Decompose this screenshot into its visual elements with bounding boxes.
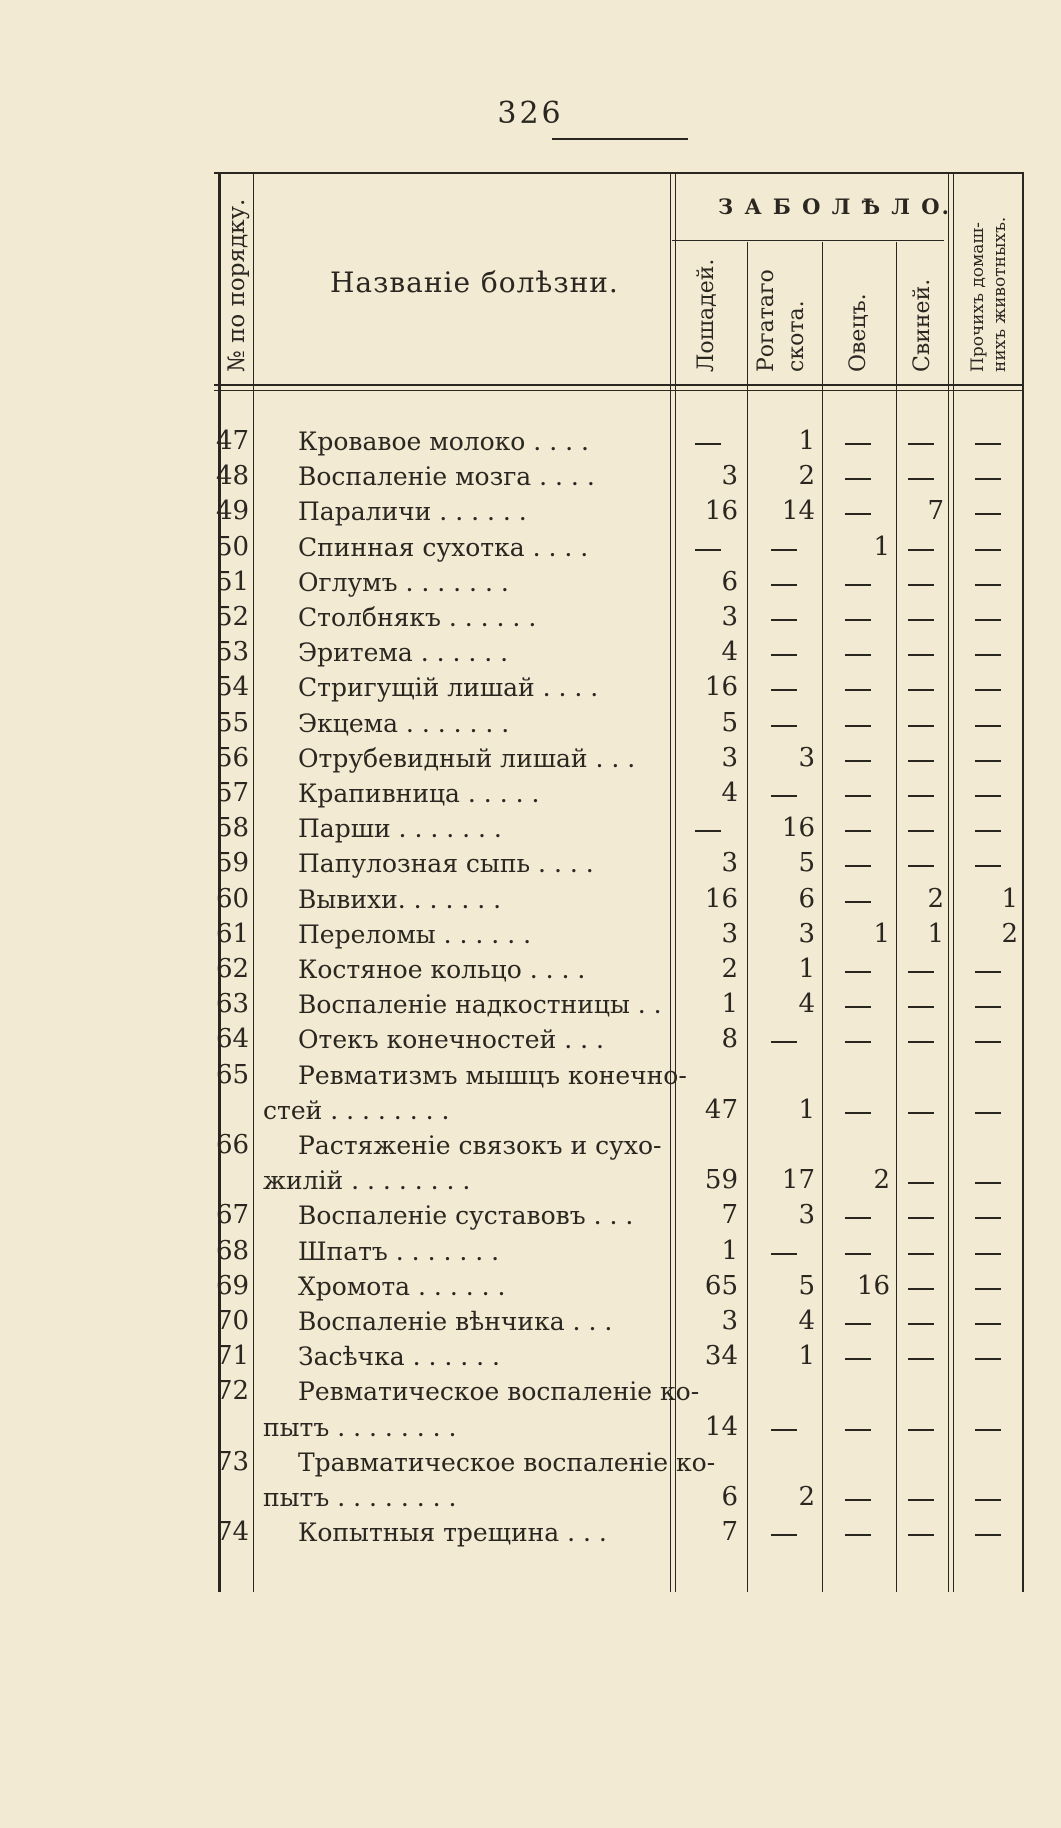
pigs-dash [908,1429,934,1431]
row-number: 73 [216,1446,250,1477]
pigs-dash [908,1253,934,1255]
disease-name: Воспаленiе мозга . . . . [298,462,595,492]
other-dash [975,830,1001,832]
sheep-value: 2 [873,1165,890,1196]
sheep-value: 1 [873,918,890,949]
header-bottom-rule [214,384,1024,386]
number-col-rule [253,172,254,1592]
pigs-dash [908,1534,934,1536]
other-value: 1 [1001,883,1018,914]
row-number: 52 [216,602,250,632]
row-number: 64 [216,1024,250,1055]
row-number: 61 [216,918,250,949]
horses-value: 5 [721,707,738,738]
sheep-dash [845,443,871,445]
cattle-value: 4 [798,989,815,1020]
horses-value: 4 [721,637,738,668]
disease-name: стей . . . . . . . . [263,1095,450,1125]
cattle-value: 6 [798,883,815,914]
horses-value: 3 [721,742,738,773]
horses-value: 8 [721,1024,738,1055]
cattle-dash [771,584,797,586]
cattle-value: 2 [798,461,815,492]
horses-dash [695,830,721,832]
other-dash [975,760,1001,762]
other-dash [975,1253,1001,1255]
pigs-dash [908,443,934,445]
cattle-value: 17 [781,1165,815,1196]
cattle-value: 2 [798,1482,815,1512]
disease-name: Травматическое воспаленiе ко- [298,1447,716,1477]
horses-value: 3 [721,461,738,492]
pigs-value: 1 [927,918,944,949]
disease-name: Шпатъ . . . . . . . [298,1236,500,1266]
pigs-dash [908,1288,934,1290]
other-dash [975,1499,1001,1501]
pigs-dash [908,1499,934,1501]
row-number: 53 [216,637,250,668]
horses-value: 7 [721,1517,738,1548]
other-dash [975,1429,1001,1431]
pigs-col-rule [948,172,949,1592]
header-number: № по порядку. [224,198,250,372]
pigs-col-rule-2 [953,172,954,1592]
sheep-dash [845,478,871,480]
row-number: 55 [216,707,250,738]
cattle-value: 14 [781,496,815,527]
sheep-dash [845,1217,871,1219]
pigs-dash [908,1041,934,1043]
cattle-dash [771,795,797,797]
sheep-dash [845,830,871,832]
horses-value: 4 [721,778,738,808]
disease-name: Растяженiе связокъ и сухо- [298,1131,662,1160]
header-other-1: Прочихъ домаш- [968,222,988,372]
row-number: 56 [216,742,250,773]
pigs-dash [908,1006,934,1008]
sheep-dash [845,760,871,762]
header-name: Названiе болѣзни. [330,266,619,299]
horses-value: 16 [704,883,738,914]
disease-name: Парши . . . . . . . [298,814,502,844]
header-pigs: Свиней. [910,278,935,372]
disease-name: Ревматизмъ мышцъ конечно- [298,1060,687,1090]
other-dash [975,1217,1001,1219]
horses-value: 1 [721,1235,738,1266]
row-number: 48 [216,461,250,492]
horses-value: 34 [704,1341,738,1372]
disease-name: Стригущiй лишай . . . . [298,673,599,703]
other-dash [975,443,1001,445]
disease-name: Крапивница . . . . . [298,779,540,808]
table-right-rule [1022,172,1024,1592]
pigs-dash [908,654,934,656]
sheep-dash [845,971,871,973]
row-number: 68 [216,1235,250,1266]
sheep-dash [845,1006,871,1008]
header-horses: Лошадей. [694,258,719,372]
disease-name: пытъ . . . . . . . . [263,1412,457,1442]
cattle-value: 1 [798,426,815,456]
row-number: 51 [216,566,250,597]
row-number: 58 [216,813,250,844]
sheep-dash [845,619,871,621]
horses-value: 3 [721,602,738,632]
cattle-dash [771,1041,797,1043]
horses-value: 3 [721,918,738,949]
cattle-dash [771,1253,797,1255]
horses-col-rule [747,242,748,1592]
cattle-dash [771,1534,797,1536]
row-number: 50 [216,531,250,562]
header-sheep: Овецъ. [846,293,871,372]
row-number: 71 [216,1341,250,1372]
other-dash [975,795,1001,797]
cattle-dash [771,1429,797,1431]
pigs-dash [908,584,934,586]
row-number: 69 [216,1270,250,1301]
pigs-dash [908,725,934,727]
row-number: 67 [216,1200,250,1231]
other-dash [975,1182,1001,1184]
pigs-dash [908,619,934,621]
other-dash [975,478,1001,480]
pigs-value: 7 [927,496,944,527]
sheep-value: 16 [856,1270,890,1301]
pigs-dash [908,760,934,762]
pigs-dash [908,549,934,551]
cattle-value: 5 [798,1270,815,1301]
pigs-dash [908,1112,934,1114]
disease-name: Хромота . . . . . . [298,1271,506,1301]
other-dash [975,971,1001,973]
disease-name: Спинная сухотка . . . . [298,532,589,562]
row-number: 66 [216,1130,250,1160]
disease-name: Вывихи. . . . . . . [298,884,502,914]
cattle-value: 1 [798,1341,815,1372]
sheep-dash [845,865,871,867]
other-dash [975,513,1001,515]
other-dash [975,689,1001,691]
horses-value: 16 [704,672,738,703]
pigs-dash [908,971,934,973]
row-number: 63 [216,989,250,1020]
cattle-dash [771,689,797,691]
other-dash [975,549,1001,551]
sheep-dash [845,513,871,515]
cattle-dash [771,654,797,656]
sheep-dash [845,1323,871,1325]
other-dash [975,1358,1001,1360]
cattle-value: 5 [798,848,815,879]
sheep-dash [845,1112,871,1114]
row-number: 47 [216,426,250,456]
disease-name: пытъ . . . . . . . . [263,1483,457,1512]
header-group-title: З А Б О Л Ѣ Л О. [718,194,951,219]
sheep-dash [845,1253,871,1255]
pigs-dash [908,1182,934,1184]
other-dash [975,1323,1001,1325]
sheep-dash [845,1429,871,1431]
row-number: 54 [216,672,250,703]
other-dash [975,1006,1001,1008]
cattle-col-rule [822,242,823,1592]
disease-name: Отекъ конечностей . . . [298,1025,604,1055]
other-dash [975,1534,1001,1536]
page-number: 326 [497,96,564,131]
sheep-dash [845,1534,871,1536]
horses-value: 2 [721,954,738,984]
sheep-dash [845,901,871,903]
other-dash [975,865,1001,867]
cattle-dash [771,725,797,727]
header-bottom-rule-2 [214,390,1024,391]
horses-value: 65 [704,1270,738,1301]
pigs-dash [908,1323,934,1325]
horses-value: 14 [704,1411,738,1442]
other-value: 2 [1001,918,1018,949]
disease-name: Ревматическое воспаленiе ко- [298,1377,700,1407]
horses-value: 3 [721,1306,738,1336]
sheep-dash [845,689,871,691]
disease-name: жилiй . . . . . . . . [263,1166,471,1196]
sheep-dash [845,1041,871,1043]
pigs-dash [908,689,934,691]
disease-name: Копытныя трещина . . . [298,1518,607,1548]
horses-value: 7 [721,1200,738,1231]
horses-value: 1 [721,989,738,1020]
row-number: 70 [216,1306,250,1336]
row-number: 60 [216,883,250,914]
group-rule [672,240,944,241]
pigs-dash [908,795,934,797]
horses-dash [695,443,721,445]
disease-name: Воспаленiе суставовъ . . . [298,1201,634,1231]
row-number: 62 [216,954,250,984]
disease-name: Оглумъ . . . . . . . [298,567,509,597]
row-number: 74 [216,1517,250,1548]
row-number: 59 [216,848,250,879]
other-dash [975,1288,1001,1290]
row-number: 65 [216,1059,250,1090]
cattle-value: 3 [798,918,815,949]
other-dash [975,725,1001,727]
sheep-value: 1 [873,531,890,562]
row-number: 72 [216,1376,250,1407]
other-dash [975,619,1001,621]
disease-name: Экцема . . . . . . . [298,708,510,738]
cattle-dash [771,549,797,551]
other-dash [975,1041,1001,1043]
sheep-dash [845,584,871,586]
pigs-value: 2 [927,883,944,914]
row-number: 49 [216,496,250,527]
pigs-dash [908,830,934,832]
sheep-col-rule [896,242,897,1592]
disease-name: Столбнякъ . . . . . . [298,603,537,632]
sheep-dash [845,654,871,656]
disease-name: Переломы . . . . . . [298,919,532,949]
disease-name: Кровавое молоко . . . . [298,427,589,456]
horses-value: 6 [721,1482,738,1512]
horses-value: 3 [721,848,738,879]
disease-name: Костяное кольцо . . . . [298,955,586,984]
pigs-dash [908,478,934,480]
cattle-value: 3 [798,1200,815,1231]
horses-value: 59 [704,1165,738,1196]
disease-name: Воспаленiе надкостницы . . [298,990,662,1020]
header-cattle-2: скота. [784,300,809,372]
pigs-dash [908,1217,934,1219]
horses-dash [695,549,721,551]
sheep-dash [845,795,871,797]
other-dash [975,584,1001,586]
disease-name: Воспаленiе вѣнчика . . . [298,1307,613,1336]
horses-value: 16 [704,496,738,527]
cattle-dash [771,619,797,621]
disease-name: Эритема . . . . . . [298,638,509,668]
row-number: 57 [216,778,250,808]
page-number-rule [552,138,688,140]
other-dash [975,654,1001,656]
table-top-rule [214,172,1024,174]
other-dash [975,1112,1001,1114]
pigs-dash [908,865,934,867]
sheep-dash [845,725,871,727]
disease-name: Папулозная сыпь . . . . [298,849,594,879]
cattle-value: 16 [781,813,815,844]
cattle-value: 3 [798,742,815,773]
horses-value: 47 [704,1094,738,1125]
header-other-2: нихъ животныхъ. [990,216,1010,372]
disease-name: Параличи . . . . . . [298,497,527,527]
sheep-dash [845,1499,871,1501]
cattle-value: 1 [798,954,815,984]
horses-value: 6 [721,566,738,597]
header-cattle-1: Рогатаго [754,269,779,372]
sheep-dash [845,1358,871,1360]
cattle-value: 1 [798,1094,815,1125]
pigs-dash [908,1358,934,1360]
disease-name: Отрубевидный лишай . . . [298,743,636,773]
disease-name: Засѣчка . . . . . . [298,1342,500,1372]
cattle-value: 4 [798,1306,815,1336]
